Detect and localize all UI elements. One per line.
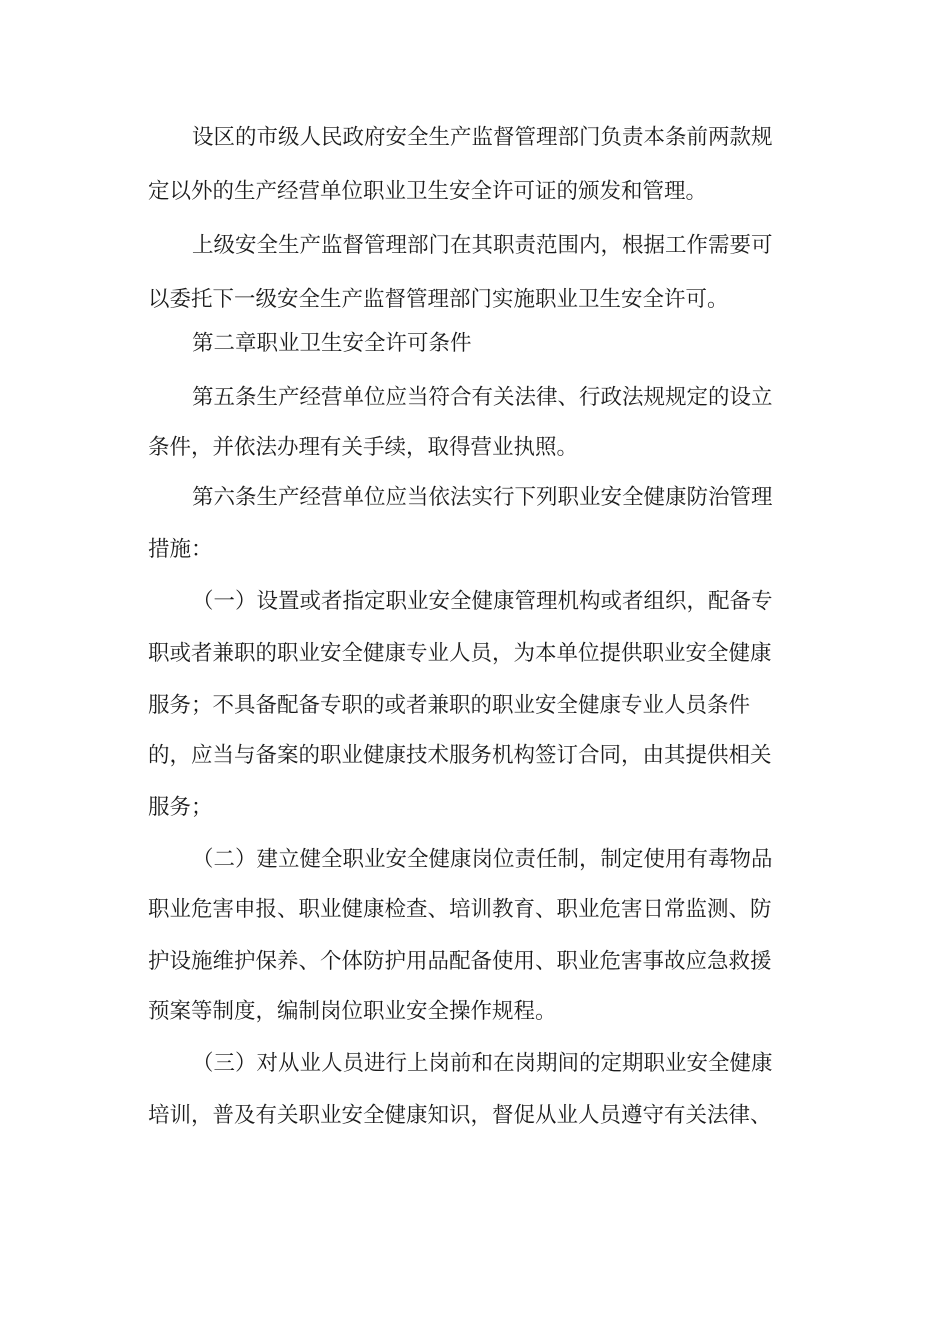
text-line: 服务；不具备配备专职的或者兼职的职业安全健康专业人员条件	[148, 693, 751, 718]
text-line: 服务；	[148, 795, 213, 820]
text-line: 定以外的生产经营单位职业卫生安全许可证的颁发和管理。	[148, 179, 708, 204]
text-line: 以委托下一级安全生产监督管理部门实施职业卫生安全许可。	[148, 287, 729, 312]
text-line: 预案等制度，编制岗位职业安全操作规程。	[148, 999, 557, 1024]
chapter-heading: 第二章职业卫生安全许可条件	[192, 331, 472, 356]
text-line: 条件，并依法办理有关手续，取得营业执照。	[148, 435, 579, 460]
text-line: （二）建立健全职业安全健康岗位责任制，制定使用有毒物品	[192, 847, 773, 872]
text-line: （三）对从业人员进行上岗前和在岗期间的定期职业安全健康	[192, 1051, 773, 1076]
text-line: 上级安全生产监督管理部门在其职责范围内，根据工作需要可	[192, 233, 773, 258]
text-line: 第六条生产经营单位应当依法实行下列职业安全健康防治管理	[192, 485, 773, 510]
text-line: 培训，普及有关职业安全健康知识，督促从业人员遵守有关法律、	[148, 1103, 772, 1128]
text-line: 职业危害申报、职业健康检查、培训教育、职业危害日常监测、防	[148, 897, 772, 922]
text-line: 职或者兼职的职业安全健康专业人员，为本单位提供职业安全健康	[148, 641, 772, 666]
text-line: 设区的市级人民政府安全生产监督管理部门负责本条前两款规	[192, 125, 773, 150]
text-line: 第五条生产经营单位应当符合有关法律、行政法规规定的设立	[192, 385, 773, 410]
text-line: 的，应当与备案的职业健康技术服务机构签订合同，由其提供相关	[148, 743, 772, 768]
text-line: （一）设置或者指定职业安全健康管理机构或者组织，配备专	[192, 589, 773, 614]
text-line: 护设施维护保养、个体防护用品配备使用、职业危害事故应急救援	[148, 949, 772, 974]
text-line: 措施：	[148, 537, 213, 562]
